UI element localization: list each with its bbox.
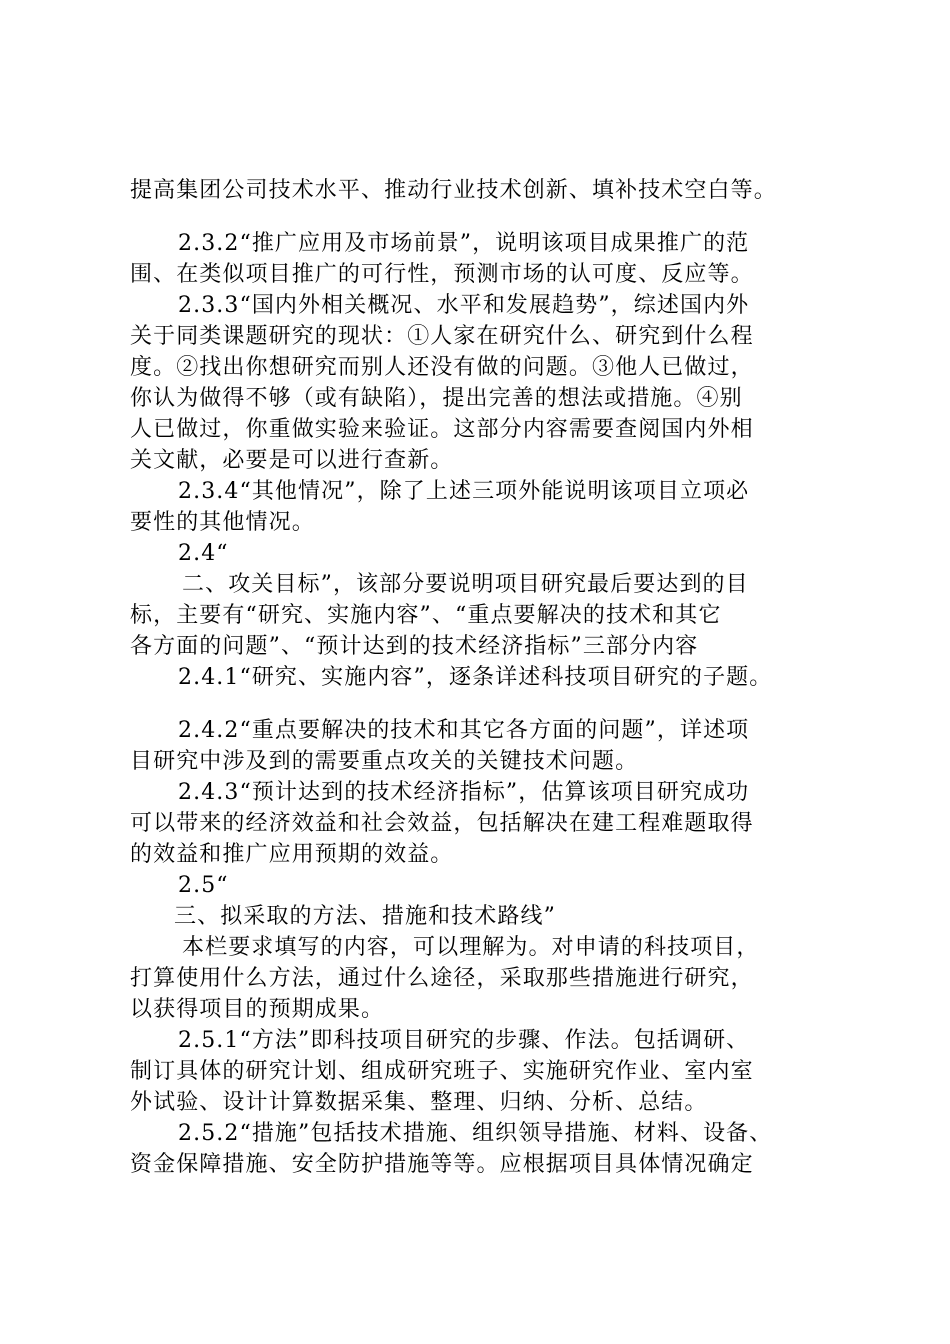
text-line: 资金保障措施、安全防护措施等等。应根据项目具体情况确定 (130, 1152, 754, 1177)
text-line: 提高集团公司技术水平、推动行业技术创新、填补技术空白等。 (130, 178, 777, 203)
text-line: 你认为做得不够（或有缺陷），提出完善的想法或措施。④别 (130, 386, 743, 411)
text-line: 2.4.3“预计达到的技术经济指标”，估算该项目研究成功 (178, 780, 750, 805)
text-line: 外试验、设计计算数据采集、整理、归纳、分析、总结。 (130, 1090, 708, 1115)
paragraph-gap (130, 693, 860, 715)
text-line: 制订具体的研究计划、组成研究班子、实施研究作业、室内室 (130, 1059, 754, 1084)
text-line: 以获得项目的预期成果。 (130, 997, 385, 1022)
section-heading: 2.5“ (178, 873, 229, 898)
text-line: 目研究中涉及到的需要重点攻关的关键技术问题。 (130, 749, 639, 774)
text-line: 各方面的问题”、“预计达到的技术经济指标”三部分内容 (130, 634, 699, 659)
paragraph-gap (130, 206, 860, 228)
document-page (130, 175, 860, 1180)
text-line: 2.5.2“措施”包括技术措施、组织领导措施、材料、设备、 (178, 1121, 773, 1146)
text-line: 关文献，必要是可以进行查新。 (130, 448, 454, 473)
text-line: 人已做过，你重做实验来验证。这部分内容需要查阅国内外相 (130, 417, 754, 442)
text-line: 本栏要求填写的内容，可以理解为。对申请的科技项目， (182, 935, 760, 960)
text-line: 2.3.4“其他情况”，除了上述三项外能说明该项目立项必 (178, 479, 750, 504)
section-heading: 2.4“ (178, 541, 229, 566)
text-line: 2.3.2“推广应用及市场前景”，说明该项目成果推广的范 (178, 231, 750, 256)
section-heading: 二、攻关目标”，该部分要说明项目研究最后要达到的目 (182, 572, 749, 597)
section-heading: 三、拟采取的方法、措施和技术路线” (174, 904, 556, 929)
text-line: 打算使用什么方法，通过什么途径，采取那些措施进行研究， (130, 966, 754, 991)
text-line: 2.5.1“方法”即科技项目研究的步骤、作法。包括调研、 (178, 1028, 750, 1053)
text-line: 关于同类课题研究的现状：①人家在研究什么、研究到什么程 (130, 324, 754, 349)
text-line: 2.4.2“重点要解决的技术和其它各方面的问题”，详述项 (178, 718, 750, 743)
text-line: 可以带来的经济效益和社会效益，包括解决在建工程难题取得 (130, 811, 754, 836)
text-line: 要性的其他情况。 (130, 510, 315, 535)
text-line: 的效益和推广应用预期的效益。 (130, 842, 454, 867)
text-line: 度。②找出你想研究而别人还没有做的问题。③他人已做过， (130, 355, 754, 380)
text-line: 2.4.1“研究、实施内容”，逐条详述科技项目研究的子题。 (178, 665, 773, 690)
text-line: 围、在类似项目推广的可行性，预测市场的认可度、反应等。 (130, 262, 754, 287)
text-line: 标，主要有“研究、实施内容”、“重点要解决的技术和其它 (130, 603, 722, 628)
text-line: 2.3.3“国内外相关概况、水平和发展趋势”，综述国内外 (178, 293, 750, 318)
